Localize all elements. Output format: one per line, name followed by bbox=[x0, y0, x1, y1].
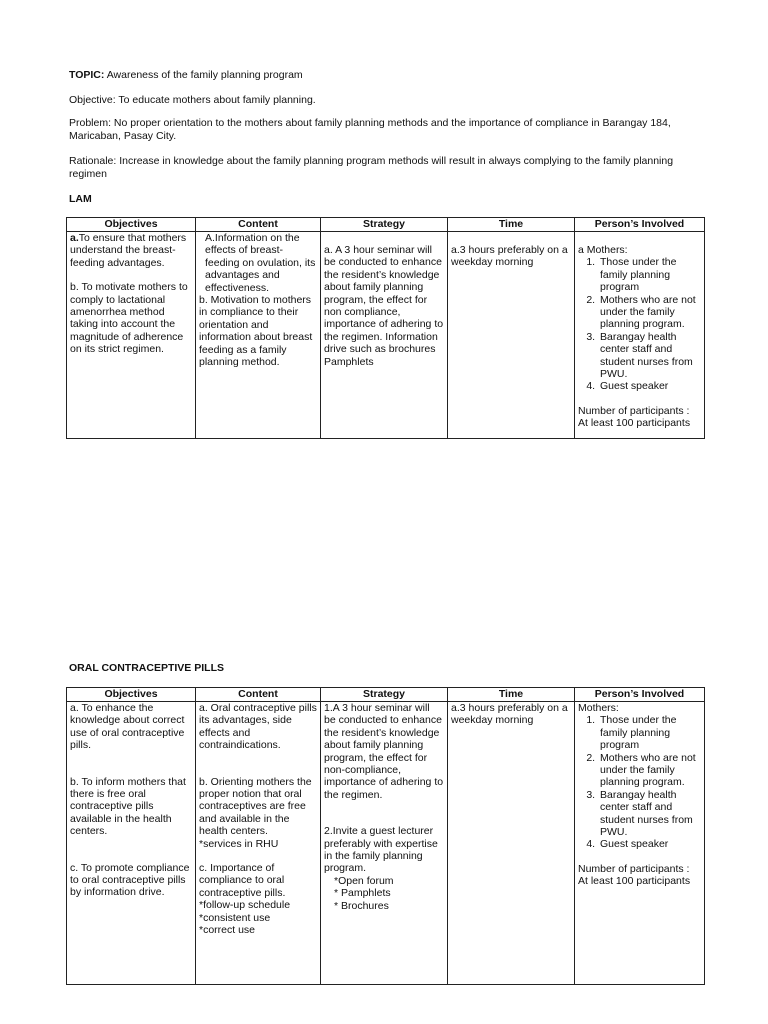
list-item: 3. Barangay health center staff and student nurses from PWU. bbox=[598, 331, 701, 381]
list-item: 4. Guest speaker bbox=[598, 380, 701, 392]
ocp-objectives-cell bbox=[67, 702, 196, 985]
ocp-objective-c: c. To promote compliance to oral contraceptive pills by information drive. bbox=[70, 861, 190, 899]
ocp-content-c-note: *follow-up schedule bbox=[199, 899, 291, 912]
list-item: 4. Guest speaker bbox=[598, 838, 701, 850]
ocp-title: ORAL CONTRACEPTIVE PILLS bbox=[69, 662, 224, 674]
lam-content-a: A.Information on the effects of breast-feeding on ovulation, its advantages and effectiveness. bbox=[205, 232, 316, 294]
col-objectives: Objectives bbox=[67, 218, 196, 232]
ocp-participants-label: Number of participants : bbox=[578, 862, 690, 875]
lam-content-b: b. Motivation to mothers in compliance to their orientation and information about breast feeding as a family planning method. bbox=[199, 294, 313, 369]
list-item: 1. Those under the family planning program bbox=[598, 714, 701, 751]
lam-persons-heading: a Mothers: bbox=[578, 244, 628, 256]
ocp-persons-cell bbox=[575, 702, 705, 985]
ocp-content-b-note: *services in RHU bbox=[199, 837, 279, 850]
ocp-content-c-note: *consistent use bbox=[199, 911, 271, 924]
topic-line bbox=[69, 69, 709, 82]
col-strategy: Strategy bbox=[321, 688, 448, 702]
ocp-table bbox=[66, 687, 705, 985]
list-item: 2. Mothers who are not under the family planning program. bbox=[598, 752, 701, 789]
lam-body-row bbox=[67, 232, 705, 439]
lam-persons-list bbox=[578, 256, 701, 392]
ocp-strategy-1: 1.A 3 hour seminar will be conducted to enhance the resident’s knowledge about family planning program, the effect for non-compliance, importance of adhering to the regimen. bbox=[324, 702, 444, 801]
list-item: 3. Barangay health center staff and student nurses from PWU. bbox=[598, 789, 701, 839]
lam-objective-a: a.To ensure that mothers understand the breast-feeding advantages. bbox=[70, 232, 187, 269]
ocp-content-a: a. Oral contraceptive pills its advantages, side effects and contraindications. bbox=[199, 702, 317, 752]
ocp-content-cell bbox=[196, 702, 321, 985]
lam-objectives-cell bbox=[67, 232, 196, 439]
lam-strategy-cell bbox=[321, 232, 448, 439]
col-content: Content bbox=[196, 688, 321, 702]
ocp-persons-list bbox=[578, 714, 701, 850]
lam-header-row bbox=[67, 218, 705, 232]
lam-time-cell bbox=[448, 232, 575, 439]
col-objectives: Objectives bbox=[67, 688, 196, 702]
lam-persons-cell bbox=[575, 232, 705, 439]
lam-time: a.3 hours preferably on a weekday morning bbox=[451, 244, 568, 269]
ocp-strategy-cell bbox=[321, 702, 448, 985]
ocp-time-cell bbox=[448, 702, 575, 985]
ocp-content-b: b. Orienting mothers the proper notion that oral contraceptives are free and available in the health centers. bbox=[199, 775, 312, 838]
ocp-strategy-2: 2.Invite a guest lecturer preferably with expertise in the family planning program. bbox=[324, 825, 438, 875]
lam-strategy: a. A 3 hour seminar will be conducted to enhance the resident’s knowledge about family planning program, the effect for non compliance, importance of adhering to the regimen. Information drive such as brochures Pamphlets bbox=[324, 244, 444, 368]
col-content: Content bbox=[196, 218, 321, 232]
ocp-content-c-note: *correct use bbox=[199, 924, 256, 937]
topic-label: TOPIC: bbox=[69, 69, 105, 81]
objective-line: Objective: To educate mothers about family planning. bbox=[69, 94, 316, 106]
ocp-content-c: c. Importance of compliance to oral contraceptive pills. bbox=[199, 862, 286, 899]
ocp-objective-a: a. To enhance the knowledge about correct use of oral contraceptive pills. bbox=[70, 702, 185, 752]
ocp-time: a.3 hours preferably on a weekday morning bbox=[451, 702, 568, 727]
col-time: Time bbox=[448, 688, 575, 702]
col-time: Time bbox=[448, 218, 575, 232]
ocp-body-row bbox=[67, 702, 705, 985]
ocp-strategy-2-note: * Pamphlets bbox=[334, 887, 391, 900]
lam-table bbox=[66, 217, 705, 439]
col-persons: Person’s Involved bbox=[575, 218, 705, 232]
topic-text: Awareness of the family planning program bbox=[104, 69, 303, 81]
lam-title: LAM bbox=[69, 193, 92, 205]
col-persons: Person’s Involved bbox=[575, 688, 705, 702]
ocp-strategy-2-note: * Brochures bbox=[334, 899, 389, 912]
ocp-header-row bbox=[67, 688, 705, 702]
rationale-line: Rationale: Increase in knowledge about the family planning program methods will result in always complying to the family planning regimen bbox=[69, 155, 674, 180]
problem-line: Problem: No proper orientation to the mothers about family planning methods and the importance of compliance in Barangay 184, Maricaban, Pasay City. bbox=[69, 117, 671, 142]
lam-objective-b: b. To motivate mothers to comply to lactational amenorrhea method taking into account the magnitude of adherence on its strict regimen. bbox=[70, 281, 188, 356]
list-item: 1. Those under the family planning program bbox=[598, 256, 701, 293]
lam-content-cell bbox=[196, 232, 321, 439]
lam-participants-value: At least 100 participants bbox=[578, 417, 691, 430]
lam-participants-label: Number of participants : bbox=[578, 404, 690, 417]
ocp-participants-value: At least 100 participants bbox=[578, 875, 691, 888]
ocp-strategy-2-note: *Open forum bbox=[334, 874, 394, 887]
ocp-persons-heading: Mothers: bbox=[578, 702, 619, 714]
col-strategy: Strategy bbox=[321, 218, 448, 232]
ocp-objective-b: b. To inform mothers that there is free oral contraceptive pills available in the health centers. bbox=[70, 775, 186, 838]
list-item: 2. Mothers who are not under the family planning program. bbox=[598, 294, 701, 331]
